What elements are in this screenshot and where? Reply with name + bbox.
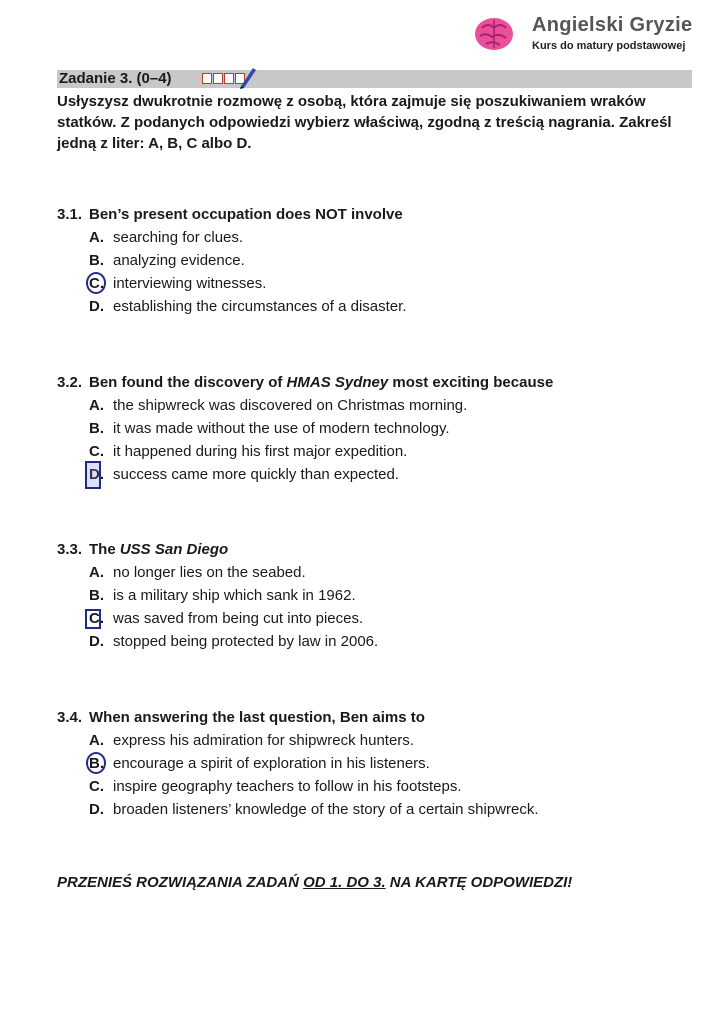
option-b[interactable]: B. it was made without the use of modern technology. <box>89 420 450 437</box>
option-d[interactable]: D. establishing the circumstances of a disaster. <box>89 298 407 315</box>
option-b[interactable]: B. encourage a spirit of exploration in his listeners. <box>57 752 697 775</box>
question-3-3 <box>57 538 697 653</box>
option-d[interactable]: D. stopped being protected by law in 2006. <box>89 633 379 650</box>
option-b[interactable]: B. is a military ship which sank in 1962. <box>89 587 356 604</box>
option-a[interactable]: A. searching for clues. <box>89 229 244 246</box>
option-c[interactable]: C. inspire geography teachers to follow in his footsteps. <box>89 778 462 795</box>
score-box <box>202 73 212 84</box>
option-a[interactable]: A. express his admiration for shipwreck hunters. <box>89 732 414 749</box>
option-d[interactable]: D. success came more quickly than expected. <box>57 463 697 486</box>
option-c[interactable]: C. was saved from being cut into pieces. <box>57 607 697 630</box>
task-instructions: Usłyszysz dwukrotnie rozmowę z osobą, która zajmuje się poszukiwaniem wraków statków. Z podanych odpowiedzi wybierz właściwą, zgodną z treścią nagrania. Zakreśl jedną z liter: A, B, C albo D. <box>57 93 672 152</box>
question-3-2 <box>57 371 697 486</box>
pen-icon <box>237 64 259 90</box>
question-stem: 3.4. When answering the last question, Ben aims to <box>57 709 425 726</box>
transfer-instruction: PRZENIEŚ ROZWIĄZANIA ZADAŃ OD 1. DO 3. NA KARTĘ ODPOWIEDZI! <box>57 874 573 891</box>
question-stem: 3.1. Ben’s present occupation does NOT involve <box>57 206 403 223</box>
option-c[interactable]: C. it happened during his first major expedition. <box>89 443 408 460</box>
brand-name: Angielski Gryzie <box>532 14 693 36</box>
option-d[interactable]: D. broaden listeners’ knowledge of the story of a certain shipwreck. <box>89 801 539 818</box>
score-box <box>213 73 223 84</box>
question-stem: 3.3. The USS San Diego <box>57 541 229 558</box>
option-a[interactable]: A. the shipwreck was discovered on Christmas morning. <box>89 397 468 414</box>
option-b[interactable]: B. analyzing evidence. <box>89 252 245 269</box>
answer-mark-circle <box>86 752 106 774</box>
question-stem: 3.2. Ben found the discovery of HMAS Sydney most exciting because <box>57 374 554 391</box>
answer-mark-circle <box>86 272 106 294</box>
option-c[interactable]: C. interviewing witnesses. <box>57 272 697 295</box>
task-title: Zadanie 3. (0–4) <box>59 70 172 87</box>
option-a[interactable]: A. no longer lies on the seabed. <box>89 564 306 581</box>
task-header-bar <box>57 70 692 88</box>
brand-subtitle: Kurs do matury podstawowej <box>532 40 686 52</box>
brain-icon <box>472 14 516 54</box>
question-3-4 <box>57 706 697 821</box>
logo <box>472 12 702 56</box>
answer-mark-box <box>85 461 101 489</box>
score-box <box>224 73 234 84</box>
question-3-1 <box>57 203 697 318</box>
answer-mark-box <box>85 609 101 629</box>
